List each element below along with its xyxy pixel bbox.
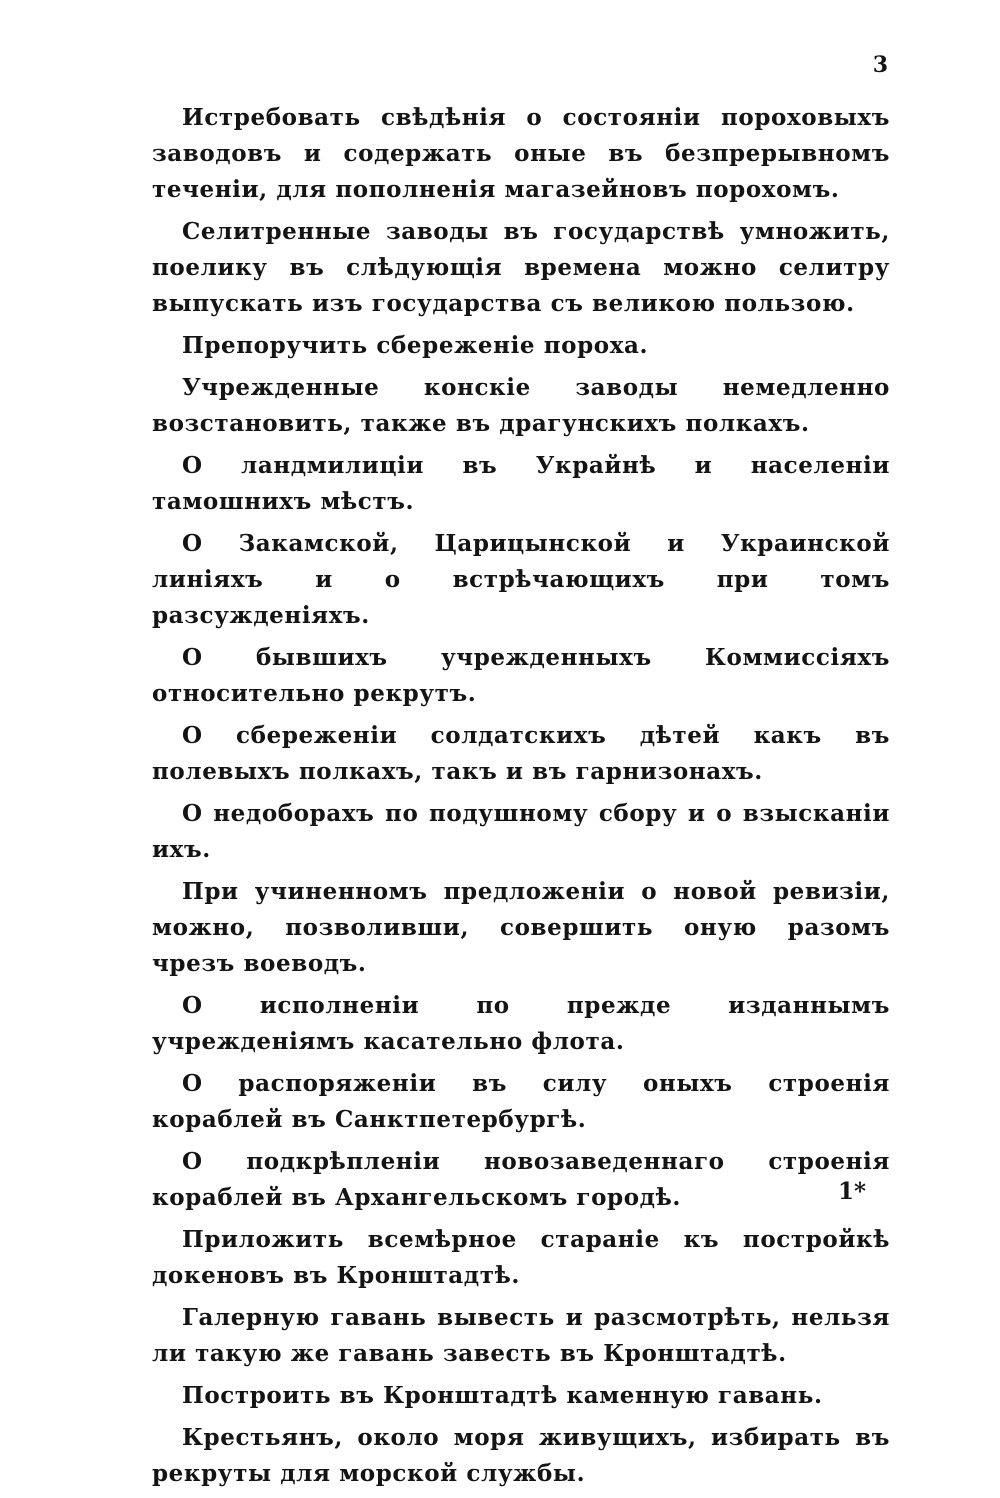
paragraph: Построить въ Кронштадтѣ каменную гавань.: [182, 1382, 823, 1409]
paragraph: О исполненіи по прежде изданнымъ учрежденіямъ касательно флота.: [152, 992, 890, 1055]
paragraph: Крестьянъ, около моря живущихъ, избирать въ рекруты для морской службы.: [152, 1424, 890, 1487]
signature-mark: 1*: [838, 1178, 867, 1205]
paragraph: О ландмилиціи въ Украйнѣ и населеніи тамошнихъ мѣстъ.: [152, 452, 890, 515]
paragraph: О Закамской, Царицынской и Украинской линіяхъ и о встрѣчающихъ при томъ разсужденіяхъ.: [152, 530, 890, 629]
paragraph: О распоряженіи въ силу оныхъ строенія кораблей въ Санктпетербургѣ.: [152, 1070, 890, 1133]
paragraph: О недоборахъ по подушному сбору и о взысканіи ихъ.: [152, 800, 890, 863]
paragraph: Приложить всемѣрное стараніе къ постройкѣ докеновъ въ Кронштадтѣ.: [152, 1226, 890, 1289]
page-number: 3: [872, 52, 888, 78]
paragraph: Истребовать свѣдѣнія о состояніи пороховыхъ заводовъ и содержать оные въ безпрерывномъ теченіи, для пополненія магазейновъ порохомъ.: [152, 104, 890, 203]
paragraph: При учиненномъ предложеніи о новой ревизіи, можно, позволивши, совершить оную разомъ чрезъ воеводъ.: [152, 878, 890, 977]
paragraph: Селитренные заводы въ государствѣ умножить, поелику въ слѣдующія времена можно селитру выпускать изъ государства съ великою пользою.: [152, 218, 890, 317]
paragraph: О подкрѣпленіи новозаведеннаго строенія кораблей въ Архангельскомъ городѣ.: [152, 1148, 890, 1211]
main-text: [152, 100, 890, 1498]
paragraph: Галерную гавань вывесть и разсмотрѣть, нельзя ли такую же гавань завесть въ Кронштадтѣ.: [152, 1304, 890, 1367]
paragraph: О бывшихъ учрежденныхъ Коммиссіяхъ относительно рекрутъ.: [152, 644, 890, 707]
paragraph: Препоручить сбереженіе пороха.: [182, 332, 649, 359]
paragraph: Учрежденные конскіе заводы немедленно возстановить, также въ драгунскихъ полкахъ.: [152, 374, 890, 437]
paragraph: О сбереженіи солдатскихъ дѣтей какъ въ полевыхъ полкахъ, такъ и въ гарнизонахъ.: [152, 722, 890, 785]
